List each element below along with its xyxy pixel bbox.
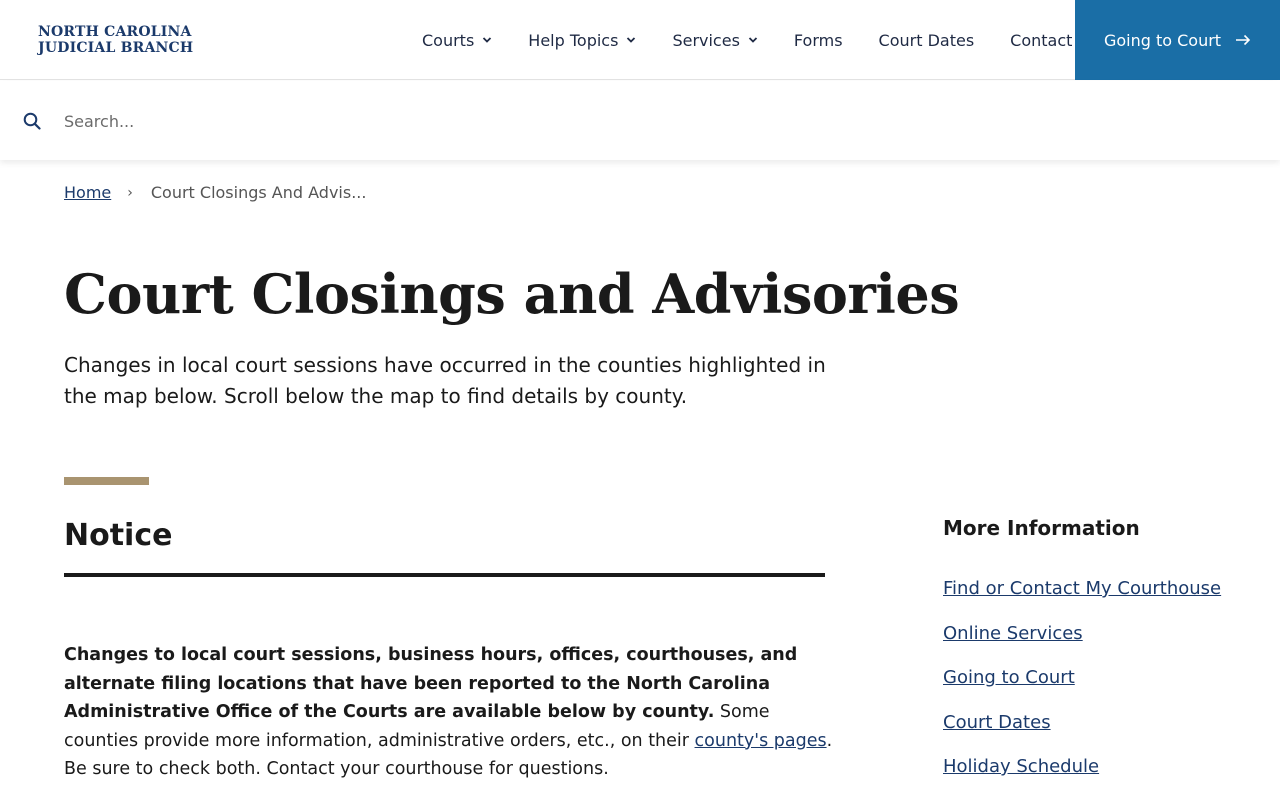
nav-forms-label: Forms xyxy=(793,30,843,50)
chevron-down-icon xyxy=(748,35,758,45)
nav-forms[interactable] xyxy=(776,0,861,80)
search-icon[interactable] xyxy=(23,112,41,130)
main-nav xyxy=(404,0,1090,80)
page-title: Court Closings and Advisories xyxy=(64,262,960,326)
site-logo[interactable] xyxy=(38,24,193,56)
nav-courts-label: Courts xyxy=(422,30,475,50)
nav-services-label: Services xyxy=(672,30,740,50)
notice-body xyxy=(64,641,834,784)
sidebar-links xyxy=(943,575,1243,798)
going-to-court-label: Going to Court xyxy=(1103,30,1222,50)
link-court-dates[interactable]: Court Dates xyxy=(943,711,1051,733)
nav-help-topics[interactable] xyxy=(510,0,654,80)
site-header xyxy=(0,0,1280,80)
nav-court-dates[interactable] xyxy=(861,0,993,80)
breadcrumb-home-link[interactable]: Home xyxy=(64,183,112,202)
sidebar-item xyxy=(943,753,1243,781)
page-intro: Changes in local court sessions have occurred in the counties highlighted in the map below. Scroll below the map to find details by county. xyxy=(64,353,826,408)
breadcrumb-current: Court Closings And Advis... xyxy=(150,183,367,202)
nav-courts[interactable] xyxy=(404,0,510,80)
logo-line-2: JUDICIAL BRANCH xyxy=(38,40,194,56)
notice-body-text-2: . Be sure to check both. Contact your courthouse for questions. xyxy=(64,730,833,780)
link-holiday-schedule[interactable]: Holiday Schedule xyxy=(943,756,1100,777)
breadcrumb xyxy=(64,183,366,202)
notice-body-bold: Changes to local court sessions, business hours, offices, courthouses, and alternate filing locations that have been reported to the North Carolina Administrative Office of the Courts are available below by county. xyxy=(64,645,798,723)
chevron-down-icon xyxy=(482,35,492,45)
link-online-services[interactable]: Online Services xyxy=(943,622,1083,644)
nav-services[interactable] xyxy=(654,0,775,80)
going-to-court-button[interactable] xyxy=(1075,0,1280,80)
search-bar xyxy=(0,81,1280,160)
chevron-down-icon xyxy=(626,35,636,45)
nav-help-topics-label: Help Topics xyxy=(528,30,619,50)
sidebar-item xyxy=(943,620,1243,648)
notice-title: Notice xyxy=(64,518,173,553)
search-input[interactable] xyxy=(54,101,1254,141)
nav-court-dates-label: Court Dates xyxy=(878,30,975,50)
notice-body-text-1: Some counties provide more information, administrative orders, etc., on their xyxy=(64,702,770,751)
arrow-right-icon xyxy=(1235,34,1251,46)
sidebar-item xyxy=(943,664,1243,692)
chevron-right-icon: › xyxy=(127,184,133,201)
nav-contact-label: Contact xyxy=(1010,30,1073,50)
notice-divider xyxy=(64,573,825,577)
link-find-courthouse[interactable]: Find or Contact My Courthouse xyxy=(943,578,1222,599)
sidebar-item xyxy=(943,709,1243,737)
countys-pages-link[interactable]: county's pages xyxy=(694,730,827,751)
sidebar-item xyxy=(943,575,1243,603)
notice-accent-bar xyxy=(64,477,149,485)
logo-line-1: NORTH CAROLINA xyxy=(38,24,192,40)
sidebar-title: More Information xyxy=(943,516,1140,540)
link-going-to-court[interactable]: Going to Court xyxy=(943,667,1075,688)
